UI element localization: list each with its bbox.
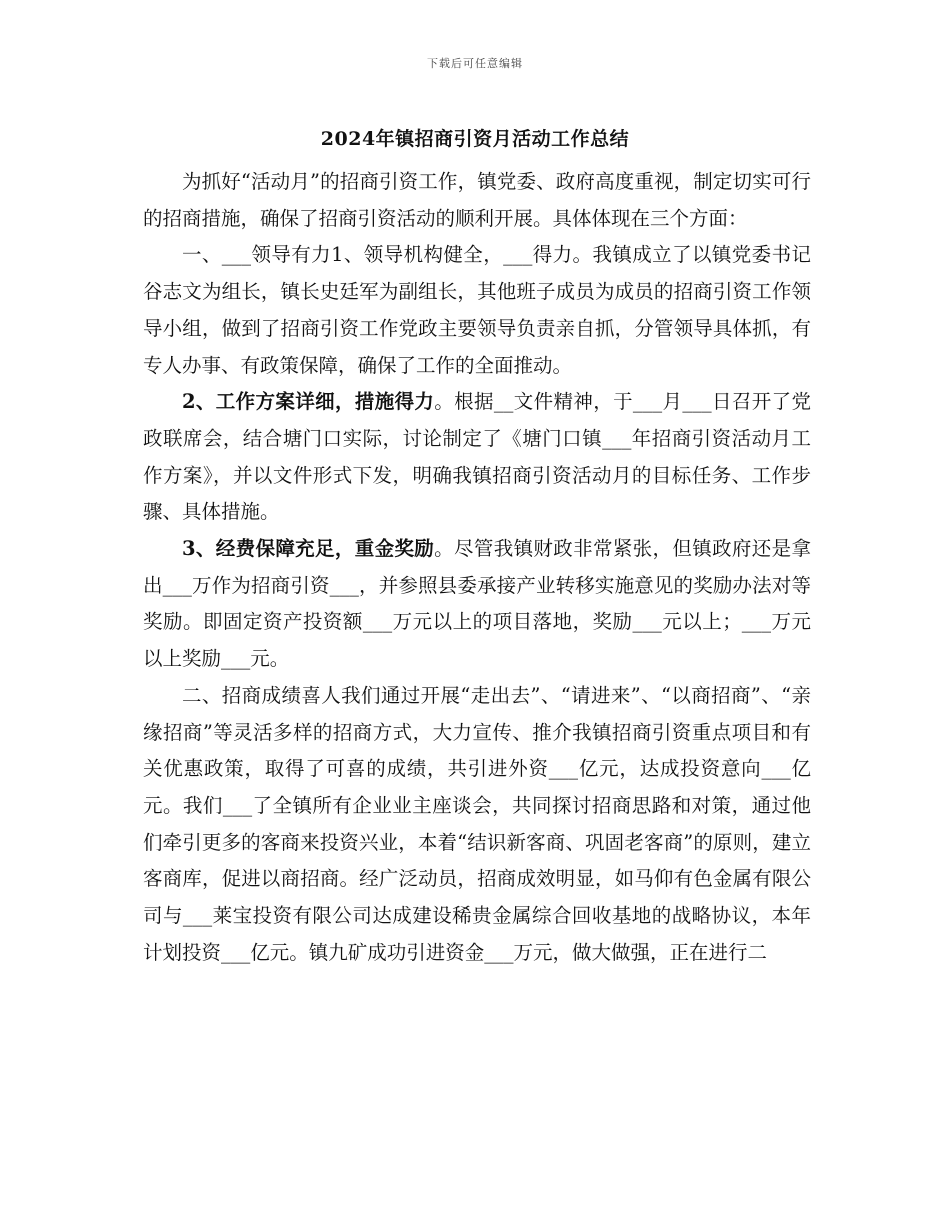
paragraph-text: 一、___领导有力1、领导机构健全，___得力。我镇成立了以镇党委书记谷志文为组长，镇长史廷军为副组长，其他班子成员为成员的招商引资工作领导小组，做到了招商引资工作党政主要领导负责亲自抓，分管领导具体抓，有专人办事、有政策保障，确保了工作的全面推动。 [143,243,811,377]
paragraph-lead: 3、经费保障充足，重金奖励 [182,537,435,561]
paragraph-intro [143,164,811,237]
paragraph-text: 为抓好“活动月”的招商引资工作，镇党委、政府高度重视，制定切实可行的招商措施，确保了招商引资活动的顺利开展。具体体现在三个方面： [143,170,811,230]
document-title: 2024年镇招商引资月活动工作总结 [320,128,630,150]
paragraph-text: 。尽管我镇财政非常紧张，但镇政府还是拿出___万作为招商引资___，并参照县委承接产业转移实施意见的奖励办法对等奖励。即固定资产投资额___万元以上的项目落地，奖励___元以上；___万元以上奖励___元。 [143,537,811,671]
paragraph-text: 。根据__文件精神，于___月___日召开了党政联席会，结合塘门口实际，讨论制定了《塘门口镇___年招商引资活动月工作方案》，并以文件形式下发，明确我镇招商引资活动月的目标任务、工作步骤、具体措施。 [143,390,811,524]
paragraph-section-1 [143,237,811,384]
paragraph-text: 二、招商成绩喜人我们通过开展“走出去”、“请进来”、“以商招商”、“亲缘招商”等灵活多样的招商方式，大力宣传、推介我镇招商引资重点项目和有关优惠政策，取得了可喜的成绩，共引进外资___亿元，达成投资意向___亿元。我们___了全镇所有企业业主座谈会，共同探讨招商思路和对策，通过他们牵引更多的客商来投资兴业，本着“结识新客商、巩固老客商”的原则，建立客商库，促进以商招商。经广泛动员，招商成效明显，如马仰有色金属有限公司与___莱宝投资有限公司达成建设稀贵金属综合回收基地的战略协议，本年计划投资___亿元。镇九矿成功引进资金___万元，做大做强，正在进行二 [143,683,811,964]
paragraph-lead: 2、工作方案详细，措施得力 [182,390,435,414]
document-body [143,164,811,971]
paragraph-funding [143,531,811,678]
header-note: 下载后可任意编辑 [427,57,523,70]
paragraph-section-2 [143,678,811,972]
paragraph-work-plan [143,384,811,531]
